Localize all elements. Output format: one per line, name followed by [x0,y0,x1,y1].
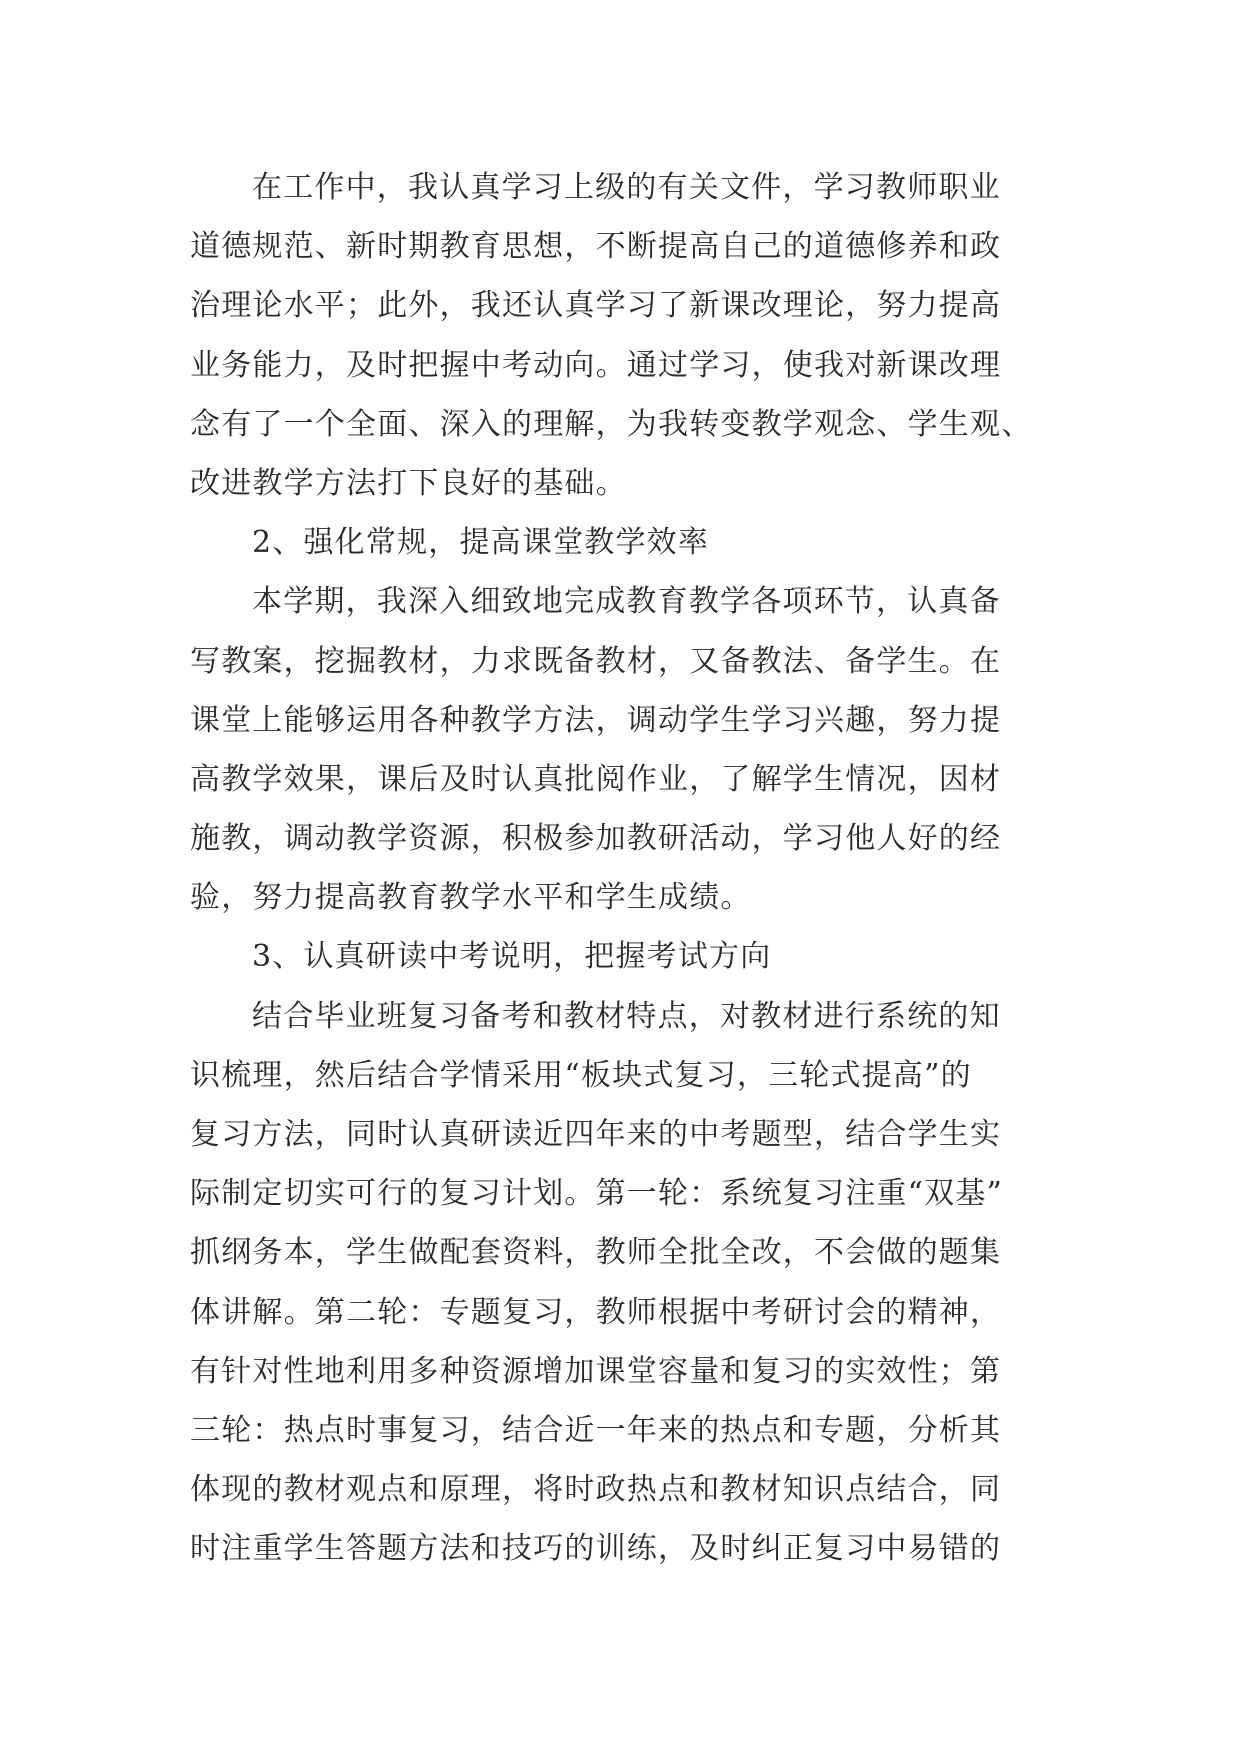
paragraph-line: 有针对性地利用多种资源增加课堂容量和复习的实效性；第 [190,1353,1002,1389]
section-heading: 3、认真研读中考说明，把握考试方向 [252,939,772,975]
paragraph-line: 施教，调动教学资源，积极参加教研活动，学习他人好的经 [190,821,1002,857]
paragraph-line: 结合毕业班复习备考和教材特点，对教材进行系统的知 [252,998,1001,1034]
paragraph-line: 复习方法，同时认真研读近四年来的中考题型，结合学生实 [190,1117,1002,1152]
paragraph-line: 体讲解。第二轮：专题复习，教师根据中考研讨会的精神， [190,1294,1002,1330]
paragraph-line: 业务能力，及时把握中考动向。通过学习，使我对新课改理 [190,347,1002,383]
paragraph-line: 三轮：热点时事复习，结合近一年来的热点和专题，分析其 [190,1412,1002,1448]
paragraph-line: 治理论水平；此外，我还认真学习了新课改理论，努力提高 [190,288,1002,324]
paragraph-line: 课堂上能够运用各种教学方法，调动学生学习兴趣，努力提 [190,702,1002,738]
paragraph-line: 体现的教材观点和原理，将时政热点和教材知识点结合，同 [190,1472,1002,1508]
section-heading: 2、强化常规，提高课堂教学效率 [252,525,710,561]
paragraph-line: 际制定切实可行的复习计划。第一轮：系统复习注重“双基” [190,1176,1004,1212]
paragraph-line: 写教案，挖掘教材，力求既备教材，又备教法、备学生。在 [190,643,1002,679]
paragraph-line: 高教学效果，课后及时认真批阅作业，了解学生情况，因材 [190,761,1002,797]
paragraph-line: 道德规范、新时期教育思想，不断提高自己的道德修养和政 [190,229,1002,265]
paragraph-line: 念有了一个全面、深入的理解，为我转变教学观念、学生观、 [190,406,1033,442]
paragraph-line: 时注重学生答题方法和技巧的训练，及时纠正复习中易错的 [190,1531,1002,1567]
paragraph-line: 本学期，我深入细致地完成教育教学各项环节，认真备 [252,584,1001,620]
body-text [190,158,1050,1579]
paragraph-line: 改进教学方法打下良好的基础。 [190,465,627,501]
paragraph-line: 验，努力提高教育教学水平和学生成绩。 [190,880,752,916]
paragraph-line: 抓纲务本，学生做配套资料，教师全批全改，不会做的题集 [190,1235,1002,1271]
paragraph-line: 识梳理，然后结合学情采用“板块式复习，三轮式提高”的 [190,1057,972,1093]
paragraph-line: 在工作中，我认真学习上级的有关文件，学习教师职业 [252,170,1001,205]
